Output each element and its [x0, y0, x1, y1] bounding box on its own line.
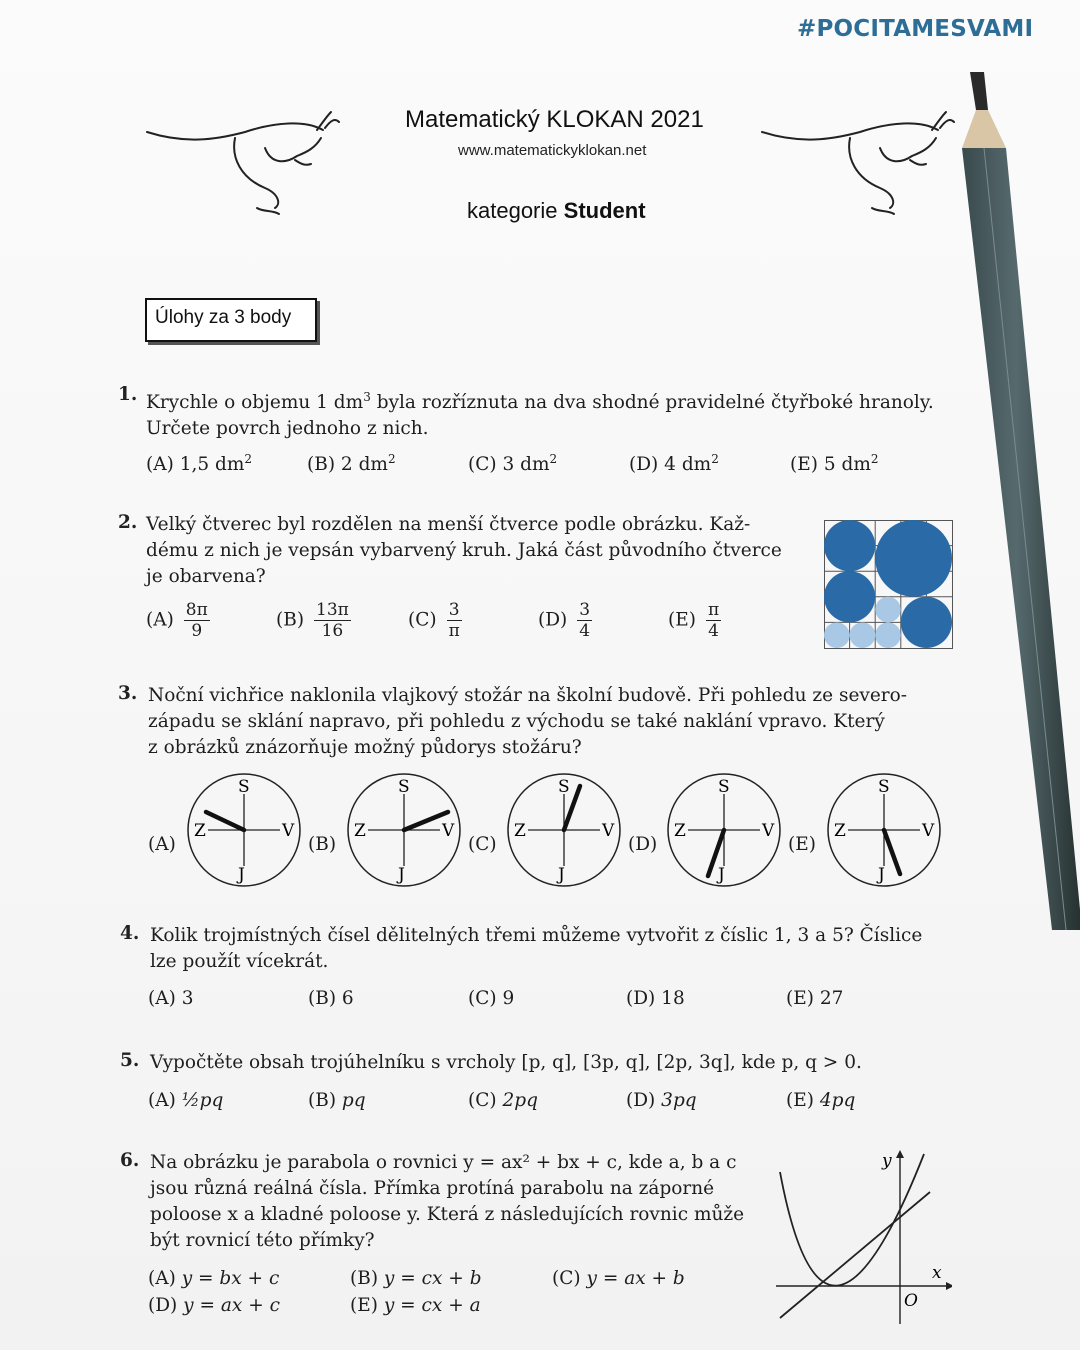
q2-option-a: (A) $\frac{8\pi}{9}$ [146, 600, 208, 641]
q2-option-d: (D) $\frac{3}{4}$ [538, 600, 591, 641]
east-label: V [922, 821, 935, 841]
compass-c [506, 772, 626, 892]
section-label: Úlohy za 3 body [155, 307, 292, 328]
q3-option-b-label: (B) [308, 834, 337, 855]
west-label: Z [674, 821, 686, 841]
compass-a [186, 772, 306, 892]
large-circle [824, 571, 875, 622]
question-2-number: 2. [118, 512, 138, 533]
question-5-text: Vypočtěte obsah trojúhelníku s vrcholy [p, q], [3p, q], [2p, 3q], kde p, q > 0. [150, 1052, 862, 1073]
q4-option-c: (C) 9 [468, 988, 515, 1009]
question-6-number: 6. [120, 1150, 140, 1171]
circles-in-squares-figure [824, 520, 954, 650]
compass-e [826, 772, 946, 892]
category-name: Student [563, 198, 646, 223]
question-5-number: 5. [120, 1050, 140, 1071]
question-3-text: Noční vichřice naklonila vlajkový stožár na školní budově. Při pohledu ze severo- západu se sklání napravo, při pohledu z východu se také naklání vpravo. Který z obrázků znázorňuje možný půdorys stožáru? [148, 685, 908, 758]
west-label: Z [514, 821, 526, 841]
north-label: S [718, 777, 730, 797]
question-3-number: 3. [118, 683, 138, 704]
north-label: S [878, 777, 890, 797]
question-4-number: 4. [120, 923, 140, 944]
q2-option-e: (E) $\frac{\pi}{4}$ [668, 600, 720, 641]
question-1-number: 1. [118, 384, 138, 405]
north-label: S [238, 777, 250, 797]
q1-option-e: (E) 5 $dm^2$ [790, 452, 879, 476]
south-label: J [398, 865, 405, 885]
east-label: V [602, 821, 615, 841]
q4-option-d: (D) 18 [626, 988, 685, 1009]
kangaroo-logo-left [145, 108, 345, 218]
category-prefix: kategorie [467, 198, 558, 223]
q5-option-c: (C) 2pq [468, 1090, 538, 1111]
q4-option-e: (E) 27 [786, 988, 844, 1009]
north-label: S [558, 777, 570, 797]
q1-option-c: (C) 3 $dm^2$ [468, 452, 558, 476]
q2-option-c: (C) $\frac{3}{\pi}$ [408, 600, 460, 641]
large-circle [901, 597, 952, 648]
q6-option-b: (B) y = cx + b [350, 1268, 482, 1289]
kangaroo-logo-right [760, 108, 960, 218]
q3-option-c-label: (C) [468, 834, 497, 855]
small-circle [875, 597, 901, 623]
west-label: Z [354, 821, 366, 841]
exam-url: www.matematickyklokan.net [458, 142, 647, 159]
small-circle [875, 622, 901, 648]
q6-option-d: (D) y = ax + c [148, 1295, 280, 1316]
q1-option-a: (A) 1,5 $dm^2$ [146, 452, 253, 476]
x-axis-label: x [932, 1263, 942, 1283]
q3-option-a-label: (A) [148, 834, 176, 855]
q1-option-b: (B) 2 $dm^2$ [307, 452, 396, 476]
question-2-text: Velký čtverec byl rozdělen na menší čtverce podle obrázku. Kaž- dému z nich je vepsán vybarvený kruh. Jaká část původního čtverce je obarvena? [146, 514, 782, 587]
east-label: V [442, 821, 455, 841]
q3-option-d-label: (D) [628, 834, 658, 855]
q4-option-a: (A) 3 [148, 988, 194, 1009]
q5-option-d: (D) 3pq [626, 1090, 697, 1111]
q1-option-d: (D) 4 $dm^2$ [629, 452, 719, 476]
south-label: J [878, 865, 885, 885]
q5-option-e: (E) 4pq [786, 1090, 856, 1111]
q3-option-e-label: (E) [788, 834, 816, 855]
y-axis-label: y [882, 1151, 892, 1171]
q6-option-a: (A) y = bx + c [148, 1268, 280, 1289]
north-label: S [398, 777, 410, 797]
small-circle [850, 622, 876, 648]
question-1-text: Krychle o objemu 1 $dm^3$ byla rozříznuta na dva shodné pravidelné čtyřboké hranoly. Určete povrch jednoho z nich. [146, 390, 934, 440]
compass-d [666, 772, 786, 892]
hashtag: #POCITAMESVAMI [797, 16, 1034, 42]
west-label: Z [194, 821, 206, 841]
q6-option-c: (C) y = ax + b [552, 1268, 685, 1289]
exam-title: Matematický KLOKAN 2021 [405, 106, 704, 133]
parabola-graph [772, 1148, 952, 1326]
small-circle [824, 622, 850, 648]
east-label: V [282, 821, 295, 841]
parabola [780, 1154, 924, 1286]
q4-option-b: (B) 6 [308, 988, 354, 1009]
section-header-box [145, 298, 317, 342]
category-line [467, 198, 646, 224]
q6-option-e: (E) y = cx + a [350, 1295, 481, 1316]
q2-option-b: (B) $\frac{13\pi}{16}$ [276, 600, 349, 641]
q5-option-b: (B) pq [308, 1090, 366, 1111]
large-circle [824, 520, 875, 571]
question-4-text: Kolik trojmístných čísel dělitelných třemi můžeme vytvořit z číslic 1, 3 a 5? Číslice lze použít vícekrát. [150, 925, 923, 972]
west-label: Z [834, 821, 846, 841]
large-circle [875, 520, 952, 597]
origin-label: O [904, 1291, 918, 1311]
q5-option-a: (A) ½pq [148, 1090, 224, 1111]
question-6-text: Na obrázku je parabola o rovnici y = ax² + bx + c, kde a, b a c jsou různá reálná čísla. Přímka protíná parabolu na záporné poloose x a kladné poloose y. Která z následujících rovnic může být rovnicí této přímky? [150, 1152, 745, 1251]
south-label: J [238, 865, 245, 885]
south-label: J [718, 865, 725, 885]
east-label: V [762, 821, 775, 841]
south-label: J [558, 865, 565, 885]
compass-b [346, 772, 466, 892]
